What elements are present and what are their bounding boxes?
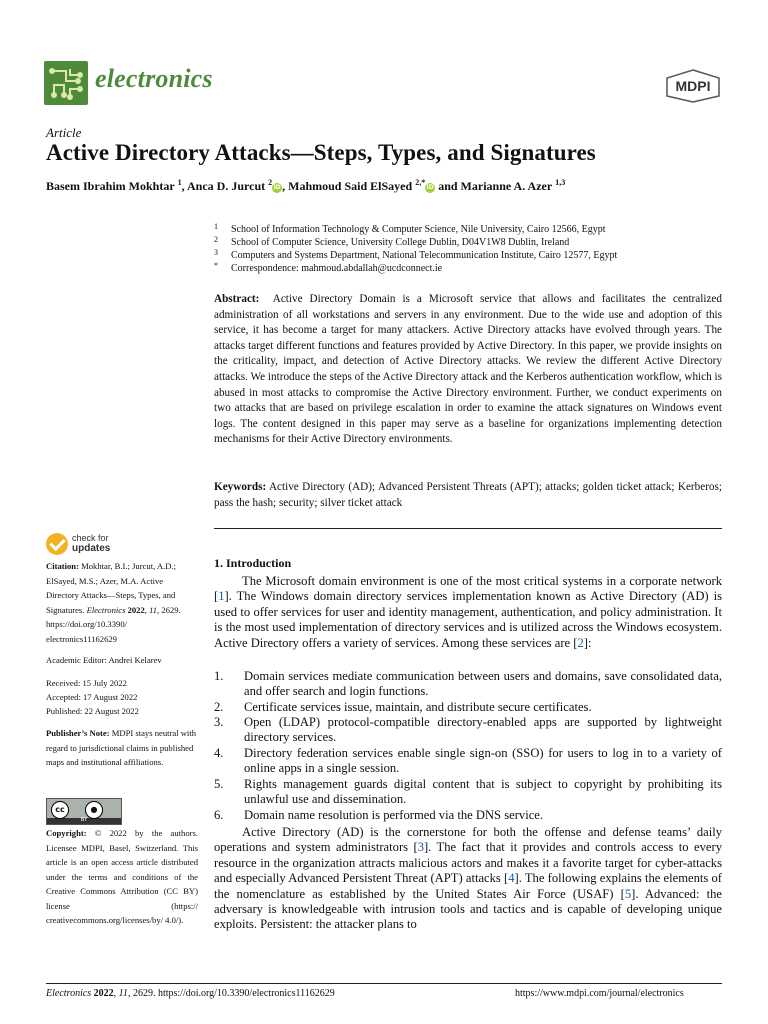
check-for-updates-label: check for updates (72, 533, 111, 554)
journal-name: electronics (95, 64, 213, 93)
correspondence-text: Correspondence: mahmoud.abdallah@ucdconnect.ie (231, 263, 443, 274)
paragraph: Active Directory (AD) is the cornerstone for both the offense and defense teams’ daily operations and system administrators [3]. The fact that it provides and controls access to every resource in the organization attracts malicious actors and makes it a favorite target for cyber-attacks and especially Advanced Persistent Threat (APT) attacks [4]. The following explains the elements of the nomenclature as established by the United States Air Force (USAF) [5]. Advanced: the adversary is knowledgeable with intrusion tools and tactics and is capable of developing unique exploits. Persistent: the attacker plans to (214, 825, 723, 932)
affiliation (214, 235, 569, 248)
paragraph: The Microsoft domain environment is one of the most critical systems in a corporate network [1]. The Windows domain directory services implementation known as Active Directory (AD) is used to offer services for user and identity management, authentication, and policy administration. It is the most used implementation of directory services and is utilized across the Windows ecosystem. Active Directory offers a variety of services. Among these services are [2]: (214, 574, 722, 650)
citation-volume: 11 (149, 604, 158, 615)
citation-link[interactable]: 3 (417, 840, 424, 855)
footer-divider (46, 983, 722, 984)
author-affiliation-marker: 1,3 (555, 178, 566, 187)
citation-year: 2022 (127, 604, 145, 615)
abstract-text: Active Directory Domain is a Microsoft service that allows and facilitates the centralized administration of all workstations and servers in any environment. Due to the wide use and adoption of this service, it has become a target for many attackers. Active Directory attacks have evolved through years. The attacks target different functions and features provided by Active Directory. In this paper, we provide insights on the criticality, impact, and detection of Active Directory attacks. We review the different Active Directory attacks. We introduce the steps of the Active Directory attack and the Kerberos authentication workflow, which is abused in most attacks to compromise the Active Directory environment. Further, we conduct experiments on two attacks that are based on privilege escalation in order to examine the attack signatures on Windows event logs. The content designed in this paper may serve as a baseline for organizations implementing detection mechanisms for their Active Directory environments. (214, 293, 722, 446)
author-affiliation-marker: 2 (268, 178, 273, 187)
check-icon (46, 533, 68, 555)
article-type: Article (46, 125, 82, 140)
cc-icon: cc (51, 801, 69, 819)
citation-link[interactable]: 1 (218, 589, 225, 604)
citation-text: Mokhtar, B.I.; Jurcut, A.D.; ElSayed, M.S.; Azer, M.A. Active Directory Attacks—Steps, Types, and Signatures. (46, 561, 177, 615)
author-name: Mahmoud Said ElSayed (288, 179, 413, 193)
orcid-icon[interactable]: iD (273, 184, 281, 191)
author-name: Basem Ibrahim Mokhtar (46, 179, 175, 193)
citation-link[interactable]: 5 (624, 886, 632, 901)
affiliation-text: School of Computer Science, University College Dublin, D04V1W8 Dublin, Ireland (231, 237, 570, 248)
publisher-name: MDPI (675, 78, 711, 94)
author-name: Anca D. Jurcut (187, 179, 266, 193)
affiliation-number: 1 (214, 222, 218, 231)
publisher-logo (664, 68, 722, 104)
citation-link[interactable]: 2 (577, 635, 584, 650)
author-affiliation-marker: 1 (177, 178, 182, 187)
section-heading: 1. Introduction (214, 556, 292, 570)
citation: Citation: Mokhtar, B.I.; Jurcut, A.D.; ElSayed, M.S.; Azer, M.A. Active Directory Attacks—Steps, Types, and Signatures. Electronics 2022, 11, 2629. https://doi.org/10.3390/ electronics11162629 (46, 561, 181, 644)
abstract (214, 292, 722, 448)
publisher-note-label: Publisher’s Note: (46, 728, 110, 738)
divider (214, 528, 722, 529)
cc-by-label: BY (80, 817, 88, 823)
published-date: Published: 22 August 2022 (46, 706, 139, 716)
citation-journal: Electronics (86, 604, 126, 615)
orcid-icon[interactable]: iD (426, 184, 434, 191)
affiliation-number: 3 (214, 248, 218, 257)
attribution-icon: ● (85, 801, 103, 819)
academic-editor: Academic Editor: Andrei Kelarev (46, 655, 162, 665)
affiliation-number: * (214, 261, 218, 270)
check-for-updates-button[interactable] (46, 533, 156, 555)
author-list: Basem Ibrahim Mokhtar $^1$, Anca D. Jurcut $^2$iD, Mahmoud Said ElSayed $^{2,*}$iD and Marianne A. Azer $^{1,3}$ (46, 178, 566, 193)
affiliation-text: School of Information Technology & Computer Science, Nile University, Cairo 12566, Egypt (231, 224, 606, 235)
citation-label: Citation: (46, 561, 79, 571)
affiliation (214, 222, 606, 235)
publisher-note (46, 726, 198, 770)
article-title: Active Directory Attacks—Steps, Types, and Signatures (46, 140, 596, 165)
accepted-date: Accepted: 17 August 2022 (46, 692, 138, 702)
keywords (214, 480, 722, 511)
keywords-label: Keywords: (214, 481, 267, 493)
publisher-note-text: MDPI stays neutral with regard to jurisdictional claims in published maps and institutional affiliations. (46, 728, 196, 767)
copyright-label: Copyright: (46, 828, 87, 838)
cc-by-license-badge[interactable] (46, 798, 122, 825)
footer-citation: Electronics 2022, 11, 2629. https://doi.org/10.3390/electronics11162629 (46, 988, 335, 999)
footer-journal-url[interactable]: https://www.mdpi.com/journal/electronics (515, 988, 684, 999)
affiliation (214, 248, 617, 261)
correspondence (214, 261, 442, 274)
copyright-text: © 2022 by the authors. Licensee MDPI, Basel, Switzerland. This article is an open access article distributed under the terms and conditions of the Creative Commons Attribution (CC BY) license (https:// creativecommons.org/licenses/by/ 4.0/). (46, 828, 198, 925)
footer-doi[interactable]: , 2629. https://doi.org/10.3390/electronics11162629 (127, 988, 335, 999)
citation-doi[interactable]: , 2629. https://doi.org/10.3390/ electronics11162629 (46, 604, 181, 644)
keywords-text: Active Directory (AD); Advanced Persistent Threats (APT); attacks; golden ticket attack; Kerberos; pass the hash; security; silver ticket attack (214, 481, 722, 509)
abstract-label: Abstract: (214, 293, 260, 305)
author-name: Marianne A. Azer (460, 179, 553, 193)
affiliation-number: 2 (214, 235, 218, 244)
affiliation-text: Computers and Systems Department, National Telecommunication Institute, Cairo 12577, Egypt (231, 250, 618, 261)
copyright (46, 826, 198, 928)
author-affiliation-marker: 2,* (415, 178, 426, 187)
journal-logo-icon (44, 61, 88, 105)
received-date: Received: 15 July 2022 (46, 678, 127, 688)
citation-link[interactable]: 4 (508, 871, 515, 886)
